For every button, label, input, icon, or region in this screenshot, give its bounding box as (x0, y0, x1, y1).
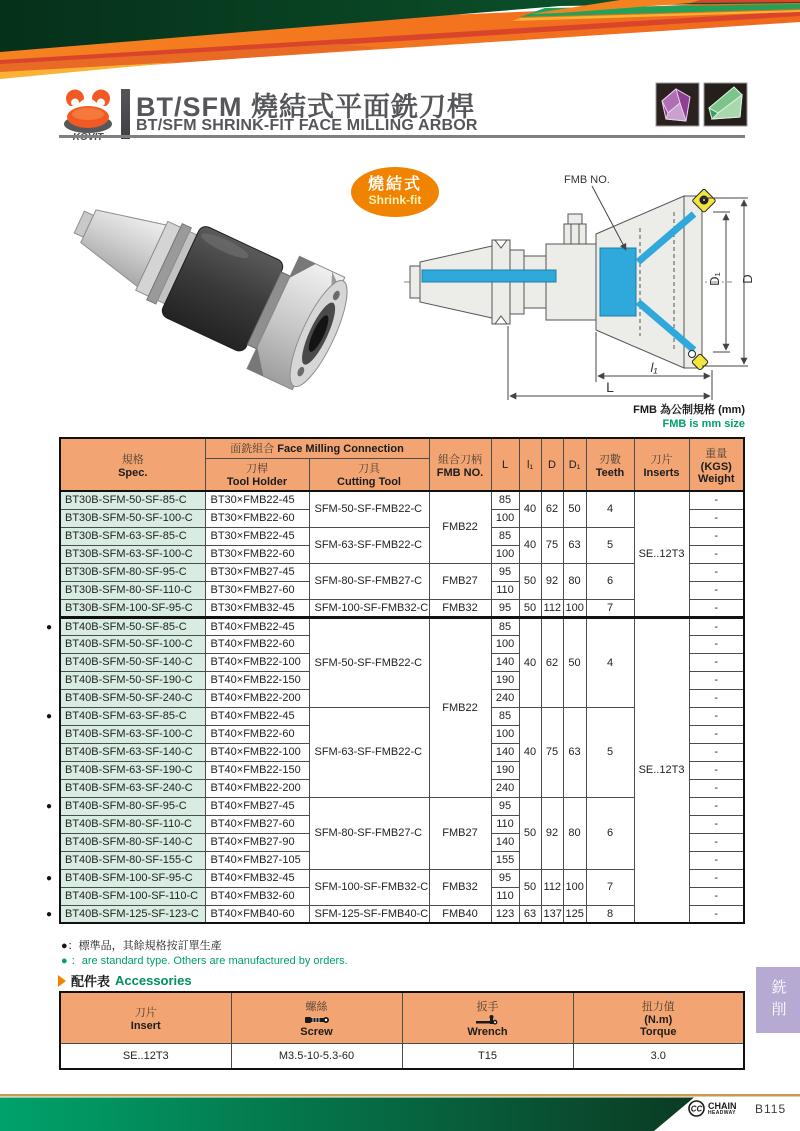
table-cell: 40 (519, 491, 541, 527)
spec-cell: BT30B-SFM-100-SF-95-C (60, 599, 205, 617)
col-d1: D₁ (563, 438, 586, 491)
table-row (60, 491, 744, 509)
table-cell: 95 (491, 599, 519, 617)
table-cell: - (689, 581, 744, 599)
table-cell: BT40×FMB27-45 (205, 797, 309, 815)
table-cell: - (689, 491, 744, 509)
table-cell: BT30×FMB27-60 (205, 581, 309, 599)
fmb-note-en: FMB is mm size (662, 418, 745, 430)
table-cell: BT40×FMB32-60 (205, 887, 309, 905)
table-cell: BT40×FMB27-105 (205, 851, 309, 869)
kovit-logo (56, 84, 120, 142)
table-cell: - (689, 779, 744, 797)
table-cell: - (689, 815, 744, 833)
spec-cell: BT40B-SFM-63-SF-85-C ● (60, 707, 205, 725)
acc-value-screw: M3.5-10-5.3-60 (231, 1044, 402, 1070)
col-cutting-tool: 刀具 Cutting Tool (309, 458, 429, 491)
wrench-icon (475, 1015, 501, 1026)
table-cell: SFM-63-SF-FMB22-C (309, 527, 429, 563)
table-cell: BT40×FMB22-100 (205, 653, 309, 671)
drawing-dim-l: L (606, 379, 614, 395)
table-cell: - (689, 761, 744, 779)
spec-cell: BT40B-SFM-50-SF-85-C ● (60, 617, 205, 635)
spec-cell: BT40B-SFM-50-SF-240-C (60, 689, 205, 707)
table-cell: BT40×FMB22-150 (205, 671, 309, 689)
table-cell: 110 (491, 581, 519, 599)
footnote-en: ● ：are standard type. Others are manufactured by orders. (61, 955, 348, 967)
spec-cell: BT30B-SFM-80-SF-95-C (60, 563, 205, 581)
table-cell: 80 (563, 563, 586, 599)
spec-cell: BT40B-SFM-63-SF-100-C (60, 725, 205, 743)
purple-insert-icon (656, 83, 699, 126)
footnote-zh: ●：標準品，其餘規格按訂單生產 (61, 940, 222, 952)
drawing-dim-l1: l₁ (650, 360, 658, 375)
table-cell: SFM-80-SF-FMB27-C (309, 563, 429, 599)
table-cell: BT40×FMB22-100 (205, 743, 309, 761)
table-cell: 50 (519, 869, 541, 905)
table-row (60, 617, 744, 635)
col-weight: 重量 (KGS) Weight (689, 438, 744, 491)
spec-cell: BT40B-SFM-100-SF-95-C ● (60, 869, 205, 887)
table-cell: - (689, 905, 744, 923)
footnotes (61, 939, 348, 969)
table-cell: SFM-100-SF-FMB32-C (309, 599, 429, 617)
table-cell: - (689, 887, 744, 905)
top-banner-ribbon (0, 0, 800, 80)
table-cell: 100 (563, 599, 586, 617)
insert-icons (656, 83, 747, 126)
footer-ribbon (0, 1094, 800, 1131)
acc-col-screw: 螺絲 Screw (231, 992, 402, 1044)
table-cell: 125 (563, 905, 586, 923)
table-cell: FMB32 (429, 599, 491, 617)
spec-table-section-bt30 (60, 491, 744, 617)
header-rule (59, 135, 745, 138)
table-cell: 100 (491, 509, 519, 527)
table-cell: 40 (519, 617, 541, 707)
spec-cell: BT30B-SFM-50-SF-85-C (60, 491, 205, 509)
table-cell: - (689, 689, 744, 707)
table-cell: 5 (586, 527, 634, 563)
table-cell: 6 (586, 563, 634, 599)
accessories-heading-en: Accessories (115, 973, 192, 988)
green-insert-icon (704, 83, 747, 126)
table-cell: BT40×FMB40-60 (205, 905, 309, 923)
table-cell: - (689, 617, 744, 635)
table-cell: 112 (541, 869, 563, 905)
acc-col-insert: 刀片 Insert (60, 992, 231, 1044)
spec-table-section-bt40 (46, 617, 744, 923)
badge-label-en: Shrink-fit (368, 193, 422, 208)
table-cell: SFM-63-SF-FMB22-C (309, 707, 429, 797)
table-cell: 112 (541, 599, 563, 617)
table-cell: 92 (541, 563, 563, 599)
table-cell: 95 (491, 563, 519, 581)
acc-value-torque: 3.0 (573, 1044, 744, 1070)
standard-type-dot: ● (46, 710, 53, 722)
table-cell: - (689, 725, 744, 743)
spec-cell: BT40B-SFM-50-SF-140-C (60, 653, 205, 671)
table-cell: 155 (491, 851, 519, 869)
spec-table-header (60, 438, 744, 491)
table-cell: 50 (563, 617, 586, 707)
footer-logo-line1: CHAIN (708, 1100, 737, 1111)
col-inserts: 刀片 Inserts (634, 438, 689, 491)
spec-table (46, 437, 745, 924)
table-cell: 40 (519, 527, 541, 563)
table-cell: BT30×FMB22-60 (205, 509, 309, 527)
svg-text:CC: CC (690, 1104, 703, 1114)
table-cell: FMB22 (429, 617, 491, 797)
table-cell: FMB27 (429, 563, 491, 599)
table-cell: 80 (563, 797, 586, 869)
table-cell: BT30×FMB32-45 (205, 599, 309, 617)
table-cell: FMB40 (429, 905, 491, 923)
table-cell: BT40×FMB22-150 (205, 761, 309, 779)
table-cell: BT30×FMB22-45 (205, 527, 309, 545)
spec-cell: BT40B-SFM-80-SF-140-C (60, 833, 205, 851)
side-tab-milling: 銑削 (756, 967, 800, 1033)
table-cell: 100 (491, 725, 519, 743)
spec-cell: BT30B-SFM-63-SF-85-C (60, 527, 205, 545)
table-cell: 63 (563, 707, 586, 797)
spec-cell: BT40B-SFM-80-SF-95-C ● (60, 797, 205, 815)
standard-type-dot: ● (46, 800, 53, 812)
table-cell: - (689, 653, 744, 671)
col-tool-holder: 刀桿 Tool Holder (205, 458, 309, 491)
table-cell: FMB27 (429, 797, 491, 869)
spec-cell: BT40B-SFM-50-SF-100-C (60, 635, 205, 653)
technical-drawing (396, 170, 760, 402)
acc-col-wrench: 扳手 Wrench (402, 992, 573, 1044)
page-code: B115 (755, 1102, 787, 1116)
table-cell: BT40×FMB22-60 (205, 725, 309, 743)
table-cell: - (689, 833, 744, 851)
table-cell: 140 (491, 833, 519, 851)
accessories-heading-zh: 配件表 (71, 974, 111, 989)
table-cell: 6 (586, 797, 634, 869)
spec-cell: BT40B-SFM-63-SF-140-C (60, 743, 205, 761)
table-cell: 62 (541, 617, 563, 707)
acc-col-torque: 扭力值 (N.m) Torque (573, 992, 744, 1044)
col-fmb-no: 組合刀柄 FMB NO. (429, 438, 491, 491)
table-cell: SFM-50-SF-FMB22-C (309, 491, 429, 527)
drawing-dim-d: D (740, 274, 755, 284)
spec-cell: BT40B-SFM-80-SF-110-C (60, 815, 205, 833)
title-accent-bar (121, 89, 130, 139)
acc-value-insert: SE..12T3 (60, 1044, 231, 1070)
col-l: L (491, 438, 519, 491)
drawing-dim-d1: D₁ (707, 272, 722, 286)
screw-icon (304, 1015, 330, 1025)
table-cell: 85 (491, 527, 519, 545)
table-cell: - (689, 671, 744, 689)
table-cell: - (689, 635, 744, 653)
product-photo (58, 162, 358, 402)
table-cell: 92 (541, 797, 563, 869)
table-cell: 4 (586, 617, 634, 707)
table-cell: BT40×FMB22-60 (205, 635, 309, 653)
table-cell: 75 (541, 707, 563, 797)
col-teeth: 刃數 Teeth (586, 438, 634, 491)
footer-logo-line2: HEADWAY (708, 1109, 736, 1116)
standard-type-dot: ● (46, 621, 53, 633)
table-cell: 100 (491, 545, 519, 563)
table-cell: BT30×FMB22-60 (205, 545, 309, 563)
table-cell: BT40×FMB22-200 (205, 689, 309, 707)
table-cell: - (689, 599, 744, 617)
table-cell: 85 (491, 491, 519, 509)
table-cell: - (689, 509, 744, 527)
table-cell: 4 (586, 491, 634, 527)
table-cell: - (689, 707, 744, 725)
table-cell: SFM-80-SF-FMB27-C (309, 797, 429, 869)
table-cell: 140 (491, 653, 519, 671)
table-cell: 85 (491, 707, 519, 725)
table-cell: 7 (586, 599, 634, 617)
page-subtitle: BT/SFM SHRINK-FIT FACE MILLING ARBOR (136, 117, 478, 134)
table-cell: FMB22 (429, 491, 491, 563)
table-cell: 95 (491, 869, 519, 887)
table-cell: - (689, 527, 744, 545)
table-cell: SE..12T3 (634, 617, 689, 923)
spec-cell: BT40B-SFM-125-SF-123-C ● (60, 905, 205, 923)
fmb-size-note (633, 403, 745, 431)
col-spec: 規格 Spec. (60, 438, 205, 491)
table-cell: 50 (563, 491, 586, 527)
table-cell: 50 (519, 563, 541, 599)
table-cell: - (689, 797, 744, 815)
accessories-arrow-icon (58, 975, 66, 987)
table-cell: BT40×FMB22-200 (205, 779, 309, 797)
table-cell: 40 (519, 707, 541, 797)
table-cell: 63 (563, 527, 586, 563)
table-cell: BT40×FMB27-60 (205, 815, 309, 833)
footer-logo (688, 1100, 737, 1117)
table-cell: 5 (586, 707, 634, 797)
table-cell: - (689, 851, 744, 869)
table-cell: SFM-125-SF-FMB40-C (309, 905, 429, 923)
table-cell: 123 (491, 905, 519, 923)
col-group-face-milling: 面銑組合 Face Milling Connection (205, 438, 429, 458)
table-cell: 190 (491, 761, 519, 779)
drawing-fmb-label: FMB NO. (564, 174, 610, 186)
table-cell: BT40×FMB27-90 (205, 833, 309, 851)
table-cell: 240 (491, 689, 519, 707)
table-cell: BT30×FMB27-45 (205, 563, 309, 581)
fmb-note-zh: FMB 為公制規格 (mm) (633, 404, 745, 416)
spec-cell: BT40B-SFM-63-SF-240-C (60, 779, 205, 797)
table-cell: 50 (519, 797, 541, 869)
table-cell: 95 (491, 797, 519, 815)
table-cell: 7 (586, 869, 634, 905)
table-cell: BT40×FMB22-45 (205, 617, 309, 635)
table-cell: - (689, 869, 744, 887)
table-cell: 100 (563, 869, 586, 905)
badge-label-zh: 燒結式 (367, 176, 422, 194)
table-cell: 110 (491, 887, 519, 905)
table-cell: 62 (541, 491, 563, 527)
col-l1: l₁ (519, 438, 541, 491)
table-cell: 190 (491, 671, 519, 689)
accessories-heading (58, 971, 192, 990)
standard-type-dot: ● (46, 908, 53, 920)
table-cell: - (689, 743, 744, 761)
col-d: D (541, 438, 563, 491)
table-cell: BT30×FMB22-45 (205, 491, 309, 509)
table-cell: - (689, 545, 744, 563)
table-cell: SE..12T3 (634, 491, 689, 617)
table-cell: 100 (491, 635, 519, 653)
acc-value-wrench: T15 (402, 1044, 573, 1070)
table-cell: BT40×FMB32-45 (205, 869, 309, 887)
table-cell: SFM-50-SF-FMB22-C (309, 617, 429, 707)
table-cell: 85 (491, 617, 519, 635)
table-cell: 137 (541, 905, 563, 923)
spec-cell: BT40B-SFM-50-SF-190-C (60, 671, 205, 689)
table-cell: 75 (541, 527, 563, 563)
table-cell: 110 (491, 815, 519, 833)
chain-headway-mark-icon (688, 1100, 705, 1117)
spec-cell: BT30B-SFM-80-SF-110-C (60, 581, 205, 599)
spec-cell: BT30B-SFM-63-SF-100-C (60, 545, 205, 563)
table-cell: SFM-100-SF-FMB32-C (309, 869, 429, 905)
table-cell: BT40×FMB22-45 (205, 707, 309, 725)
table-cell: 63 (519, 905, 541, 923)
spec-cell: BT40B-SFM-80-SF-155-C (60, 851, 205, 869)
table-cell: 50 (519, 599, 541, 617)
standard-type-dot: ● (46, 872, 53, 884)
spec-cell: BT40B-SFM-100-SF-110-C (60, 887, 205, 905)
page-title: BT/SFM 燒結式平面銑刀桿 (136, 92, 475, 122)
table-cell: 8 (586, 905, 634, 923)
table-cell: 240 (491, 779, 519, 797)
spec-cell: BT30B-SFM-50-SF-100-C (60, 509, 205, 527)
spec-cell: BT40B-SFM-63-SF-190-C (60, 761, 205, 779)
accessories-table (59, 991, 745, 1070)
table-cell: - (689, 563, 744, 581)
table-cell: FMB32 (429, 869, 491, 905)
table-cell: 140 (491, 743, 519, 761)
